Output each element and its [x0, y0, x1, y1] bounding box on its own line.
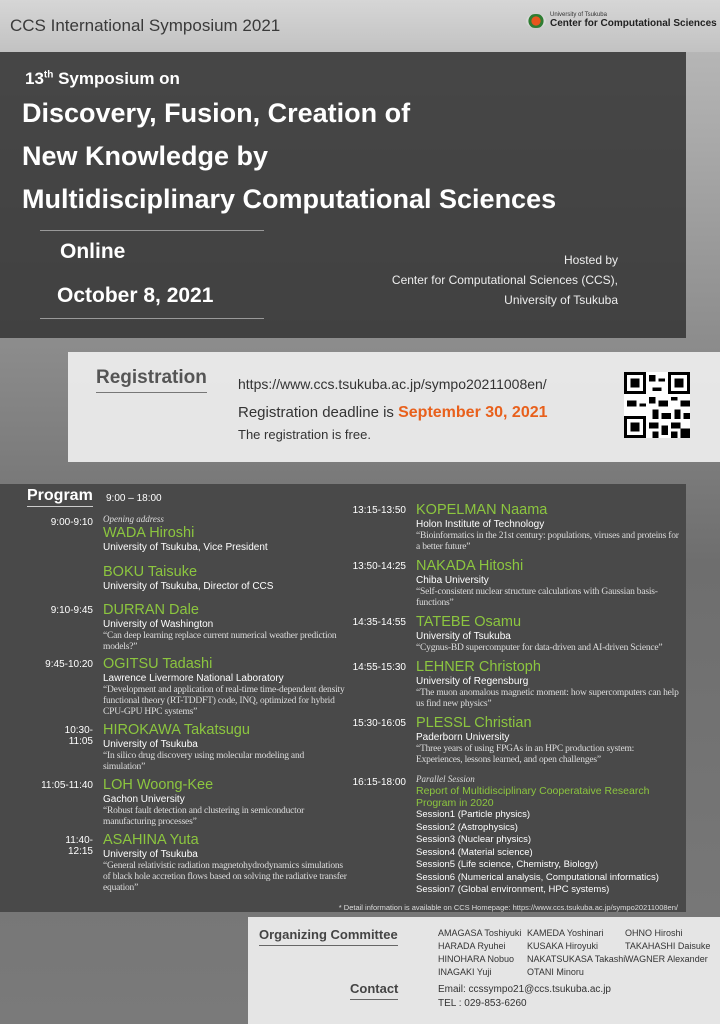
- title-line: Discovery, Fusion, Creation of: [22, 98, 411, 128]
- subtitle: Symposium on: [53, 69, 180, 88]
- talk-title: “General relativistic radiation magnetohydrodynamics simulations of black hole accretion flows based on solving the radiative transfer equation”: [103, 861, 347, 893]
- session-time: 13:15-13:50: [352, 505, 406, 516]
- session-time: 13:50-14:25: [352, 561, 406, 572]
- registration-heading: Registration: [96, 367, 207, 393]
- speaker-name: BOKU Taisuke: [103, 564, 198, 580]
- program-item: [50, 514, 348, 554]
- parallel-session-item: Session1 (Particle physics): [416, 809, 531, 820]
- committee-member: KAMEDA Yoshinari: [527, 928, 604, 938]
- speaker-affiliation: Lawrence Livermore National Laboratory: [103, 673, 284, 684]
- speaker-name: KOPELMAN Naama: [416, 502, 548, 518]
- hosted-line: Hosted by: [563, 253, 618, 267]
- speaker-affiliation: Chiba University: [416, 575, 489, 586]
- title-line: New Knowledge by: [22, 141, 269, 171]
- talk-title: “Cygnus-BD supercomputer for data-driven and AI-driven Science”: [416, 643, 663, 653]
- talk-title: “In silico drug discovery using molecular modeling and simulation”: [103, 751, 305, 772]
- program-item: [352, 659, 681, 710]
- speaker-affiliation: Holon Institute of Technology: [416, 519, 545, 530]
- hosted-by: [392, 250, 618, 310]
- session-time: 9:10-9:45: [50, 605, 93, 616]
- speaker-affiliation: Paderborn University: [416, 732, 510, 743]
- speaker-name: LEHNER Christoph: [416, 659, 541, 675]
- talk-title: “Three years of using FPGAs in an HPC production system: Experiences, lessons learned, and open challenges”: [416, 744, 635, 765]
- program-item: [41, 777, 348, 828]
- program-item: [352, 715, 681, 766]
- session-time: 10:30-11:05: [64, 725, 93, 747]
- program-hours: 9:00 – 18:00: [106, 493, 162, 504]
- committee-column: [625, 927, 710, 966]
- speaker-name: PLESSL Christian: [416, 715, 532, 731]
- committee-member: NAKATSUKASA Takashi: [527, 954, 626, 964]
- session-time: 9:45-10:20: [45, 659, 93, 670]
- talk-title: “Self-consistent nuclear structure calculations with Gaussian basis-functions”: [416, 587, 658, 608]
- hosted-line: Center for Computational Sciences (CCS),: [391, 273, 618, 287]
- program-item: [352, 558, 681, 609]
- committee-member: OHNO Hiroshi: [625, 928, 683, 938]
- header-bar: [0, 0, 720, 52]
- committee-member: KUSAKA Hiroyuki: [527, 941, 599, 951]
- speaker-name: DURRAN Dale: [103, 602, 199, 618]
- speaker-name: LOH Woong-Kee: [103, 777, 214, 793]
- registration-url[interactable]: https://www.ccs.tsukuba.ac.jp/sympo20211008en/: [238, 376, 547, 392]
- speaker-affiliation: University of Regensburg: [416, 676, 529, 687]
- event-mode: Online: [60, 240, 126, 263]
- program-item: [45, 656, 348, 718]
- ccs-logo-icon: [526, 14, 546, 28]
- program-item: [352, 502, 681, 553]
- deadline-prefix: Registration deadline is: [238, 404, 399, 421]
- session-time: 16:15-18:00: [352, 777, 406, 788]
- talk-title: “Development and application of real-time time-dependent density functional theory (RT-TDDFT) code, INQ, optimized for hybrid CPU-GPU HPC systems”: [103, 685, 345, 717]
- speaker-name: NAKADA Hitoshi: [416, 558, 524, 574]
- committee-member: INAGAKI Yuji: [438, 967, 492, 977]
- registration-free: The registration is free.: [238, 427, 371, 442]
- committee-heading: Organizing Committee: [259, 927, 398, 946]
- contact-phone: TEL : 029-853-6260: [438, 998, 527, 1009]
- detail-note: * Detail information is available on CCS Homepage: https://www.ccs.tsukuba.ac.jp/sympo20211008en/: [338, 903, 678, 912]
- contact-email[interactable]: Email: ccssympo21@ccs.tsukuba.ac.jp: [438, 984, 611, 995]
- ordinal: 13: [25, 69, 44, 88]
- committee-member: WAGNER Alexander: [625, 954, 708, 964]
- speaker-affiliation: University of Tsukuba: [416, 631, 511, 642]
- session-time: 15:30-16:05: [352, 718, 406, 729]
- speaker-name: OGITSU Tadashi: [103, 656, 213, 672]
- parallel-session-item: Session2 (Astrophysics): [416, 821, 518, 833]
- session-time: 9:00-9:10: [50, 517, 93, 528]
- speaker-affiliation: University of Tsukuba, Vice President: [103, 542, 268, 553]
- session-time: 14:35-14:55: [352, 617, 406, 628]
- ordinal-suffix: th: [43, 69, 54, 81]
- parallel-session-item: Session5 (Life science, Chemistry, Biology): [416, 859, 598, 870]
- speaker-affiliation: Gachon University: [103, 794, 185, 805]
- hero-panel: [0, 52, 686, 338]
- parallel-session-item: Session3 (Nuclear physics): [416, 834, 532, 845]
- program-item: [50, 602, 348, 653]
- committee-member: AMAGASA Toshiyuki: [438, 928, 522, 938]
- program-heading: Program: [27, 487, 93, 507]
- contact-heading: Contact: [350, 981, 398, 1000]
- talk-title: “Can deep learning replace current numerical weather prediction models?”: [103, 631, 337, 652]
- logo-university: University of Tsukuba: [550, 12, 607, 18]
- program-item: [65, 832, 348, 894]
- parallel-session: [352, 774, 681, 897]
- committee-member: TAKAHASHI Daisuke: [625, 941, 711, 951]
- program-panel: [0, 484, 686, 912]
- speaker-name: HIROKAWA Takatsugu: [103, 722, 250, 738]
- title-line: Multidisciplinary Computational Sciences: [22, 184, 557, 214]
- committee-member: OTANI Minoru: [527, 967, 584, 977]
- speaker-name: TATEBE Osamu: [416, 614, 522, 630]
- hosted-line: University of Tsukuba: [504, 293, 618, 307]
- program-item: [64, 722, 348, 773]
- session-time: 14:55-15:30: [352, 662, 406, 673]
- committee-column: [527, 927, 625, 979]
- qr-code-icon[interactable]: [624, 372, 690, 438]
- symposium-title: [22, 92, 556, 221]
- speaker-affiliation: University of Tsukuba, Director of CCS: [103, 581, 274, 592]
- divider: [40, 230, 264, 231]
- event-title: CCS International Symposium 2021: [10, 16, 281, 35]
- committee-column: [438, 927, 521, 979]
- speaker-affiliation: University of Tsukuba: [103, 739, 198, 750]
- ccs-logo: [526, 12, 717, 29]
- registration-deadline: [238, 404, 548, 422]
- speaker-affiliation: University of Tsukuba: [103, 849, 198, 860]
- speaker-name: ASAHINA Yuta: [103, 832, 199, 848]
- parallel-session-item: Session7 (Global environment, HPC systems): [416, 884, 610, 895]
- contact-info: [438, 983, 611, 1011]
- parallel-title: Report of Multidisciplinary Cooperataive Research Program in 2020: [416, 785, 650, 809]
- session-label: Opening address: [103, 514, 164, 524]
- program-item: [103, 564, 348, 593]
- parallel-session-item: Session4 (Material science): [416, 846, 533, 858]
- talk-title: “Robust fault detection and clustering in semiconductor manufacturing processes”: [103, 806, 305, 827]
- parallel-session-item: Session6 (Numerical analysis, Computational informatics): [416, 871, 659, 883]
- speaker-affiliation: University of Washington: [103, 619, 214, 630]
- talk-title: “Bioinformatics in the 21st century: populations, viruses and proteins for a better future”: [416, 531, 679, 552]
- session-time: 11:05-11:40: [41, 780, 93, 791]
- registration-panel: [68, 352, 720, 462]
- program-item: [352, 614, 681, 654]
- committee-member: HARADA Ryuhei: [438, 941, 506, 951]
- logo-center: Center for Computational Sciences: [550, 18, 717, 29]
- session-time: 11:40-12:15: [65, 835, 93, 857]
- talk-title: “The muon anomalous magnetic moment: how supercomputers can help us find new physics”: [416, 688, 679, 709]
- event-date: October 8, 2021: [57, 284, 214, 307]
- footer-panel: [248, 917, 720, 1024]
- session-label: Parallel Session: [416, 774, 475, 784]
- symposium-number: [25, 69, 180, 89]
- deadline-date: September 30, 2021: [398, 404, 548, 421]
- committee-member: HINOHARA Nobuo: [438, 954, 515, 964]
- divider: [40, 318, 264, 319]
- speaker-name: WADA Hiroshi: [103, 525, 195, 541]
